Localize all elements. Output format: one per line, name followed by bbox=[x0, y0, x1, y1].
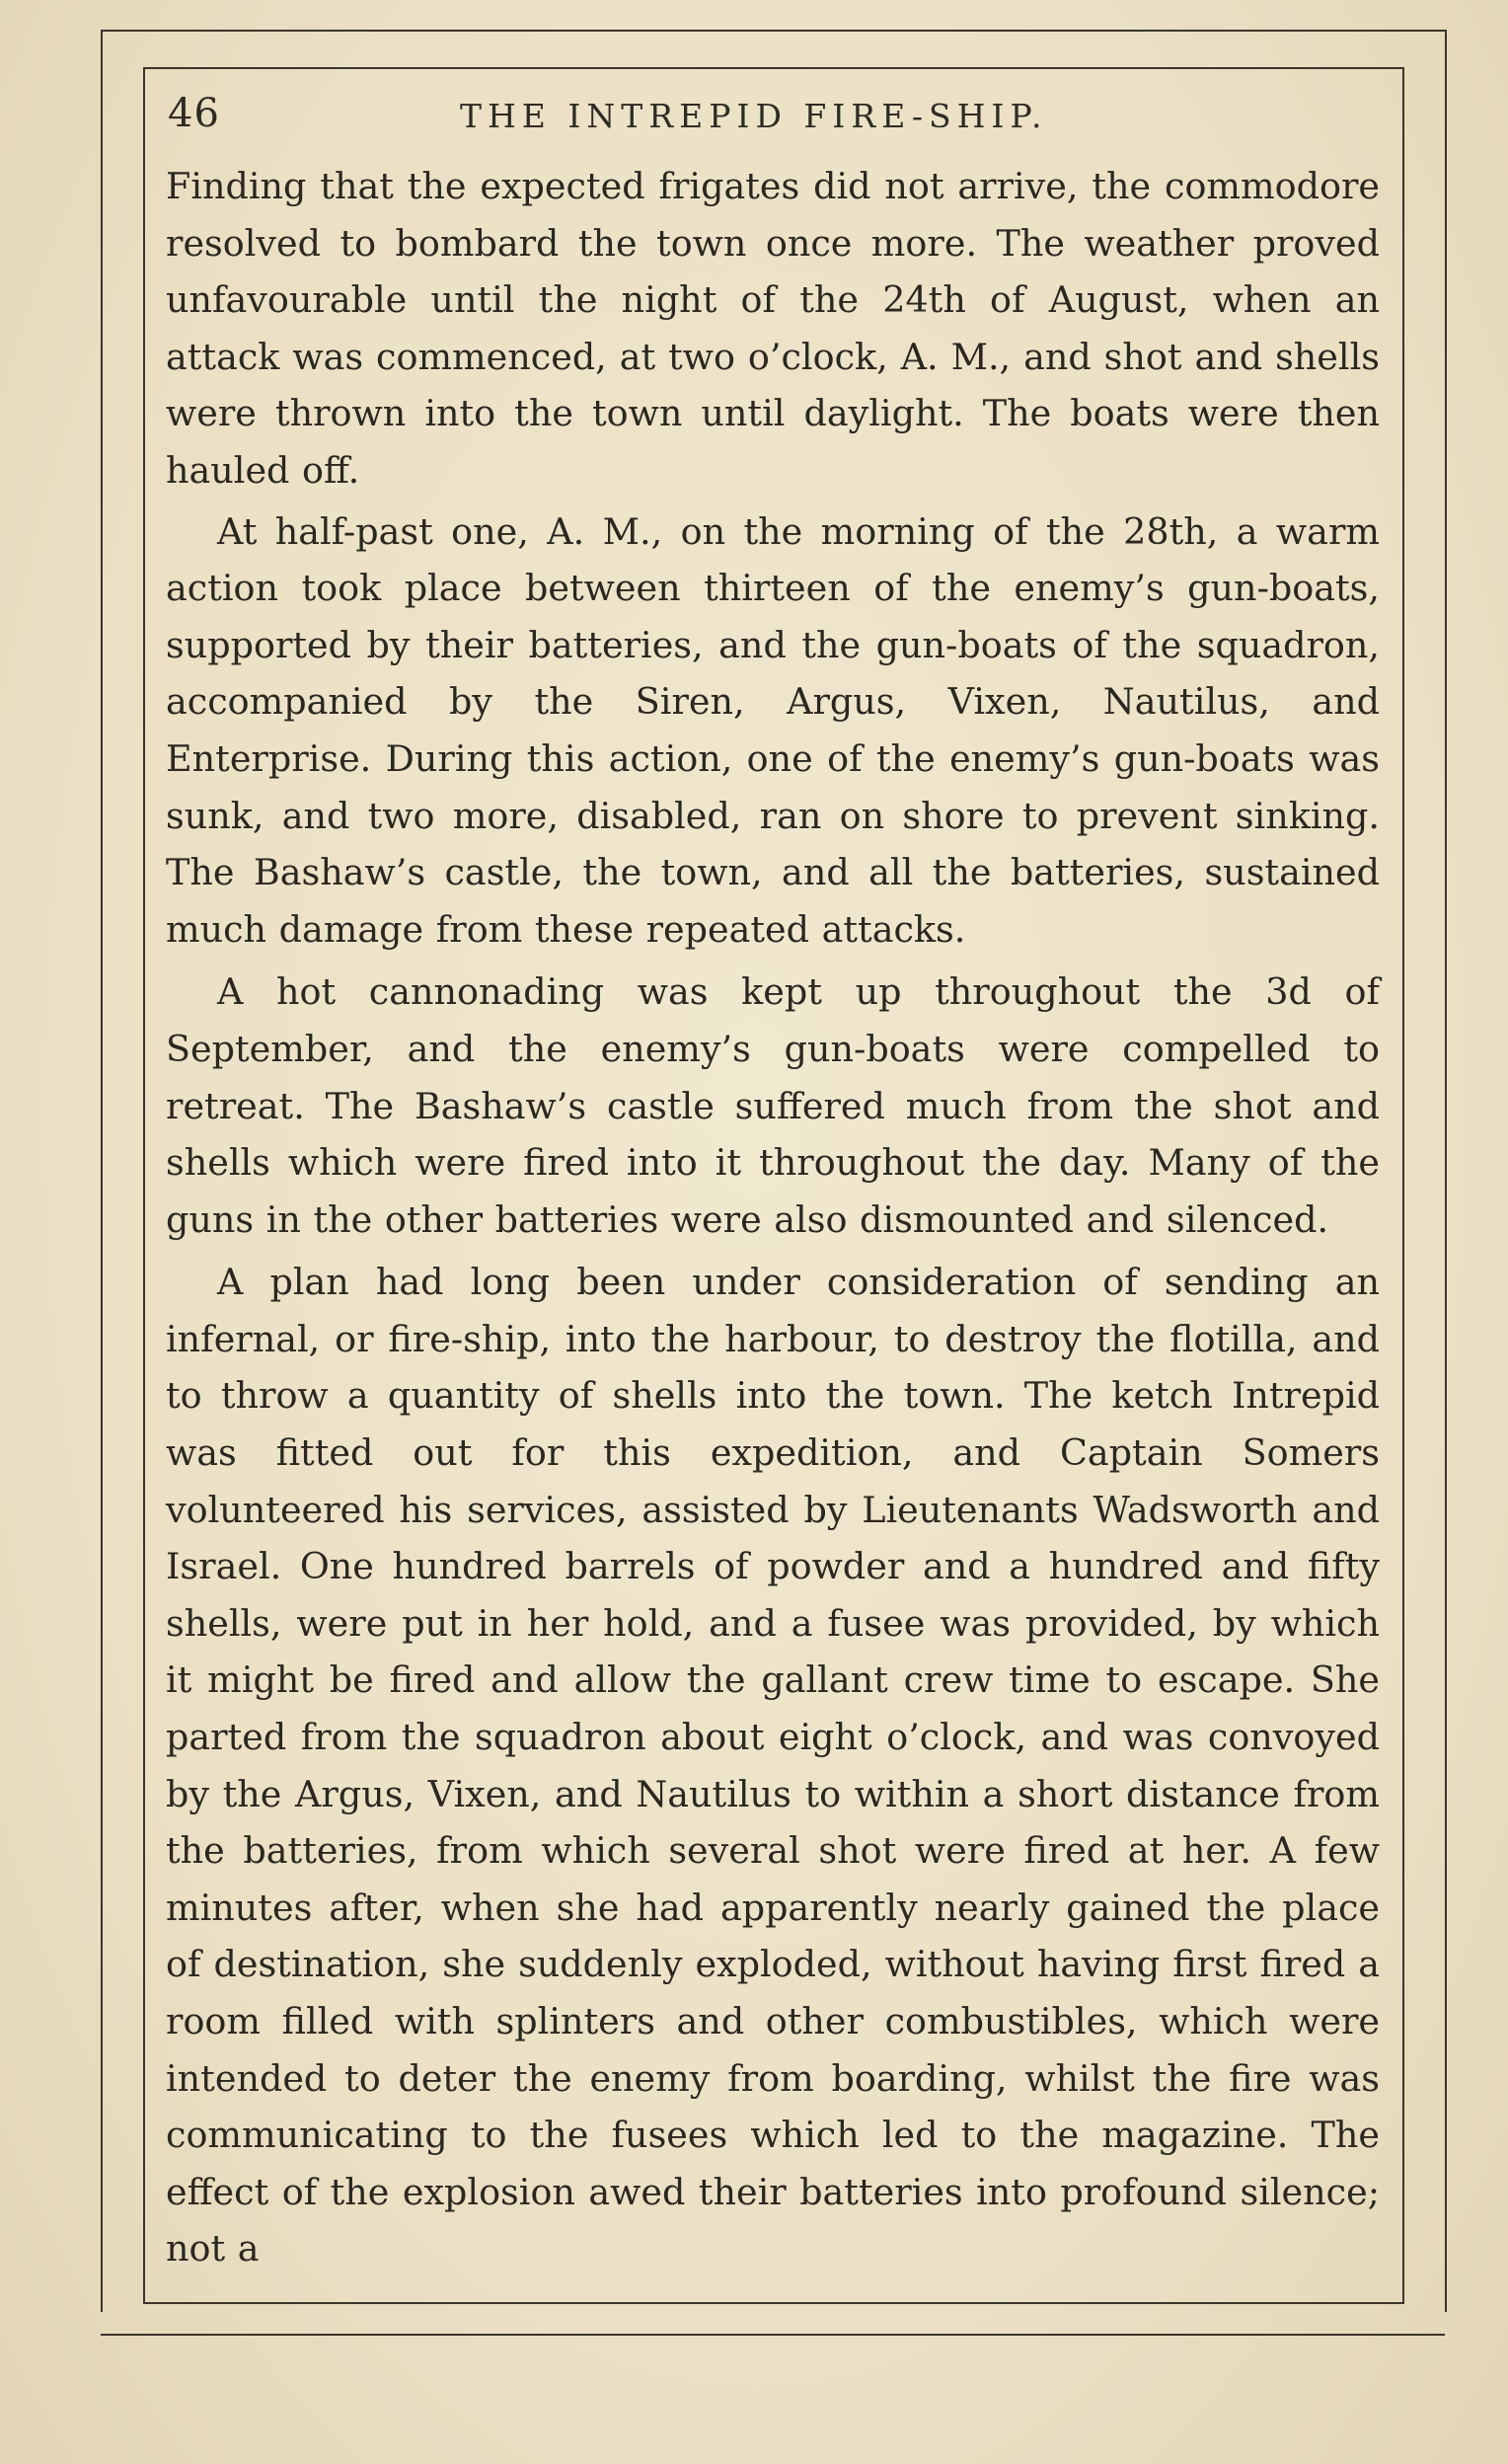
bottom-rule bbox=[101, 2334, 1445, 2336]
body-text bbox=[166, 158, 1380, 2277]
paragraph: A plan had long been under consideration of sending an infernal, or fire-ship, into the harbour, to destroy the flotilla, and to throw a quantity of shells into the town. The ketch Intrepid was fitted out for this expedition, and Captain Somers volunteered his services, assisted by Lieutenants Wadsworth and Israel. One hundred barrels of powder and a hundred and fifty shells, were put in her hold, and a fusee was provided, by which it might be fired and allow the gallant crew time to escape. She parted from the squadron about eight o’clock, and was convoyed by the Argus, Vixen, and Nautilus to within a short distance from the batteries, from which several shot were fired at her. A few minutes after, when she had apparently nearly gained the place of destination, she suddenly exploded, without having first fired a room filled with splinters and other combustibles, which were intended to deter the enemy from boarding, whilst the fire was communicating to the fusees which led to the magazine. The effect of the explosion awed their batteries into profound silence; not a bbox=[166, 1261, 1380, 2271]
paragraph: Finding that the expected frigates did not arrive, the commodore resolved to bombard the town once more. The weather proved unfavourable until the night of the 24th of August, when an attack was commenced, at two o’clock, A. M., and shot and shells were thrown into the town until daylight. The boats were then hauled off. bbox=[166, 165, 1380, 492]
paragraph: A hot cannonading was kept up throughout the 3d of September, and the enemy’s gun-boats were compelled to retreat. The Bashaw’s castle suffered much from the shot and shells which were fired into it throughout the day. Many of the guns in the other batteries were also dismounted and silenced. bbox=[166, 970, 1380, 1241]
page-number: 46 bbox=[168, 91, 220, 136]
running-head bbox=[168, 91, 1392, 150]
paragraph: At half-past one, A. M., on the morning of the 28th, a warm action took place between thirteen of the enemy’s gun-boats, supported by their batteries, and the gun-boats of the squadron, accompanied by the Siren, Argus, Vixen, Nautilus, and Enterprise. During this action, one of the enemy’s gun-boats was sunk, and two more, disabled, ran on shore to prevent sinking. The Bashaw’s castle, the town, and all the batteries, sustained much damage from these repeated attacks. bbox=[166, 509, 1380, 951]
running-title: THE INTREPID FIRE-SHIP. bbox=[460, 97, 1048, 135]
